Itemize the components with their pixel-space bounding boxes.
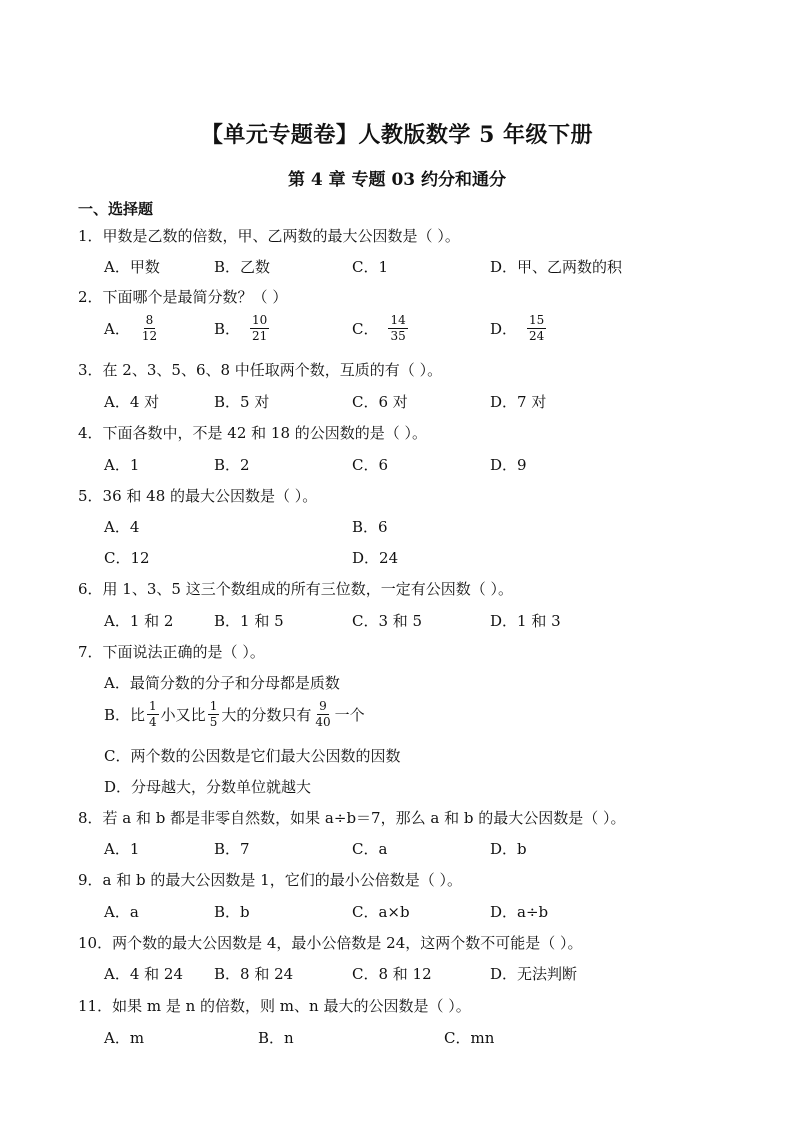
denominator: 12 xyxy=(141,329,158,343)
q2-option-a xyxy=(104,314,159,343)
fraction xyxy=(388,314,407,343)
q5-option-b: B．6 xyxy=(352,518,388,536)
q10-option-b: B．8 和 24 xyxy=(214,965,294,983)
q3-option-b: B．5 对 xyxy=(214,393,270,411)
q2-option-d xyxy=(490,314,546,343)
denominator: 24 xyxy=(529,329,545,343)
numerator: 15 xyxy=(529,313,545,327)
q6-option-b: B．1 和 5 xyxy=(214,612,284,630)
q11-option-b: B．n xyxy=(258,1029,294,1047)
q6-option-a: A．1 和 2 xyxy=(104,612,174,630)
question-5: 5．36 和 48 的最大公因数是（ ）。 xyxy=(78,487,318,505)
question-11: 11．如果 m 是 n 的倍数，则 m、n 最大的公因数是（ ）。 xyxy=(78,997,471,1015)
q5-option-a: A．4 xyxy=(104,518,140,536)
numerator: 8 xyxy=(145,313,154,327)
option-letter: C． xyxy=(352,320,379,338)
page-subtitle: 第 4 章 专题 03 约分和通分 xyxy=(287,170,507,190)
denominator: 40 xyxy=(315,715,331,729)
q10-option-c: C．8 和 12 xyxy=(352,965,432,983)
numerator: 10 xyxy=(252,313,268,327)
q4-option-c: C．6 xyxy=(352,456,389,474)
q6-option-d: D．1 和 3 xyxy=(490,612,561,630)
option-text: 一个 xyxy=(334,706,365,724)
q3-option-c: C．6 对 xyxy=(352,393,408,411)
q9-option-c: C．a×b xyxy=(352,903,410,921)
q8-option-d: D．b xyxy=(490,840,527,858)
question-1: 1．甲数是乙数的倍数，甲、乙两数的最大公因数是（ ）。 xyxy=(78,227,460,245)
option-letter: D． xyxy=(490,320,518,338)
denominator: 5 xyxy=(209,715,218,729)
section-heading: 一、选择题 xyxy=(78,200,154,218)
q8-option-b: B．7 xyxy=(214,840,250,858)
fraction xyxy=(208,700,220,729)
q9-option-d: D．a÷b xyxy=(490,903,549,921)
page-title: 【单元专题卷】人教版数学 5 年级下册 xyxy=(200,122,594,148)
fraction xyxy=(147,700,159,729)
question-4: 4．下面各数中，不是 42 和 18 的公因数的是（ ）。 xyxy=(78,424,428,442)
fraction xyxy=(527,314,546,343)
fraction xyxy=(250,314,269,343)
question-6: 6．用 1、3、5 这三个数组成的所有三位数，一定有公因数（ ）。 xyxy=(78,580,513,598)
denominator: 35 xyxy=(390,329,406,343)
q3-option-a: A．4 对 xyxy=(104,393,160,411)
option-letter: B． xyxy=(214,320,241,338)
fraction xyxy=(140,314,159,343)
q5-option-d: D．24 xyxy=(352,549,399,567)
q9-option-b: B．b xyxy=(214,903,250,921)
q4-option-a: A．1 xyxy=(104,456,140,474)
q11-option-a: A．m xyxy=(104,1029,145,1047)
question-2: 2．下面哪个是最简分数？（ ） xyxy=(78,288,288,306)
q5-option-c: C．12 xyxy=(104,549,150,567)
q1-option-c: C．1 xyxy=(352,258,389,276)
question-9: 9．a 和 b 的最大公因数是 1，它们的最小公倍数是（ ）。 xyxy=(78,871,462,889)
question-3: 3．在 2、3、5、6、8 中任取两个数，互质的有（ ）。 xyxy=(78,361,443,379)
option-text: 小又比 xyxy=(160,706,206,724)
q10-option-d: D．无法判断 xyxy=(490,965,578,983)
denominator: 21 xyxy=(252,329,268,343)
numerator: 1 xyxy=(149,699,157,713)
fraction xyxy=(313,700,332,729)
q1-option-d: D．甲、乙两数的积 xyxy=(490,258,623,276)
q9-option-a: A．a xyxy=(104,903,139,921)
denominator: 4 xyxy=(149,715,157,729)
q10-option-a: A．4 和 24 xyxy=(104,965,183,983)
option-letter: A． xyxy=(104,320,130,338)
q2-option-b xyxy=(214,314,269,343)
option-text: 大的分数只有 xyxy=(221,706,312,724)
q7-option-c: C．两个数的公因数是它们最大公因数的因数 xyxy=(104,747,401,765)
option-text: B．比 xyxy=(104,706,146,724)
numerator: 14 xyxy=(390,313,406,327)
question-8: 8．若 a 和 b 都是非零自然数，如果 a÷b＝7，那么 a 和 b 的最大公因数是（ ）。 xyxy=(78,809,626,827)
q3-option-d: D．7 对 xyxy=(490,393,547,411)
q1-option-a: A．甲数 xyxy=(104,258,160,276)
q8-option-c: C．a xyxy=(352,840,388,858)
q7-option-d: D．分母越大，分数单位就越大 xyxy=(104,778,312,796)
q6-option-c: C．3 和 5 xyxy=(352,612,423,630)
q2-option-c xyxy=(352,314,408,343)
q4-option-b: B．2 xyxy=(214,456,250,474)
question-7: 7．下面说法正确的是（ ）。 xyxy=(78,643,265,661)
q8-option-a: A．1 xyxy=(104,840,140,858)
q7-option-a: A．最简分数的分子和分母都是质数 xyxy=(104,674,340,692)
question-10: 10．两个数的最大公因数是 4，最小公倍数是 24，这两个数不可能是（ ）。 xyxy=(78,934,583,952)
q7-option-b xyxy=(104,700,365,729)
q11-option-c: C．mn xyxy=(444,1029,495,1047)
numerator: 9 xyxy=(319,699,327,713)
numerator: 1 xyxy=(209,699,218,713)
q1-option-b: B．乙数 xyxy=(214,258,271,276)
q4-option-d: D．9 xyxy=(490,456,527,474)
